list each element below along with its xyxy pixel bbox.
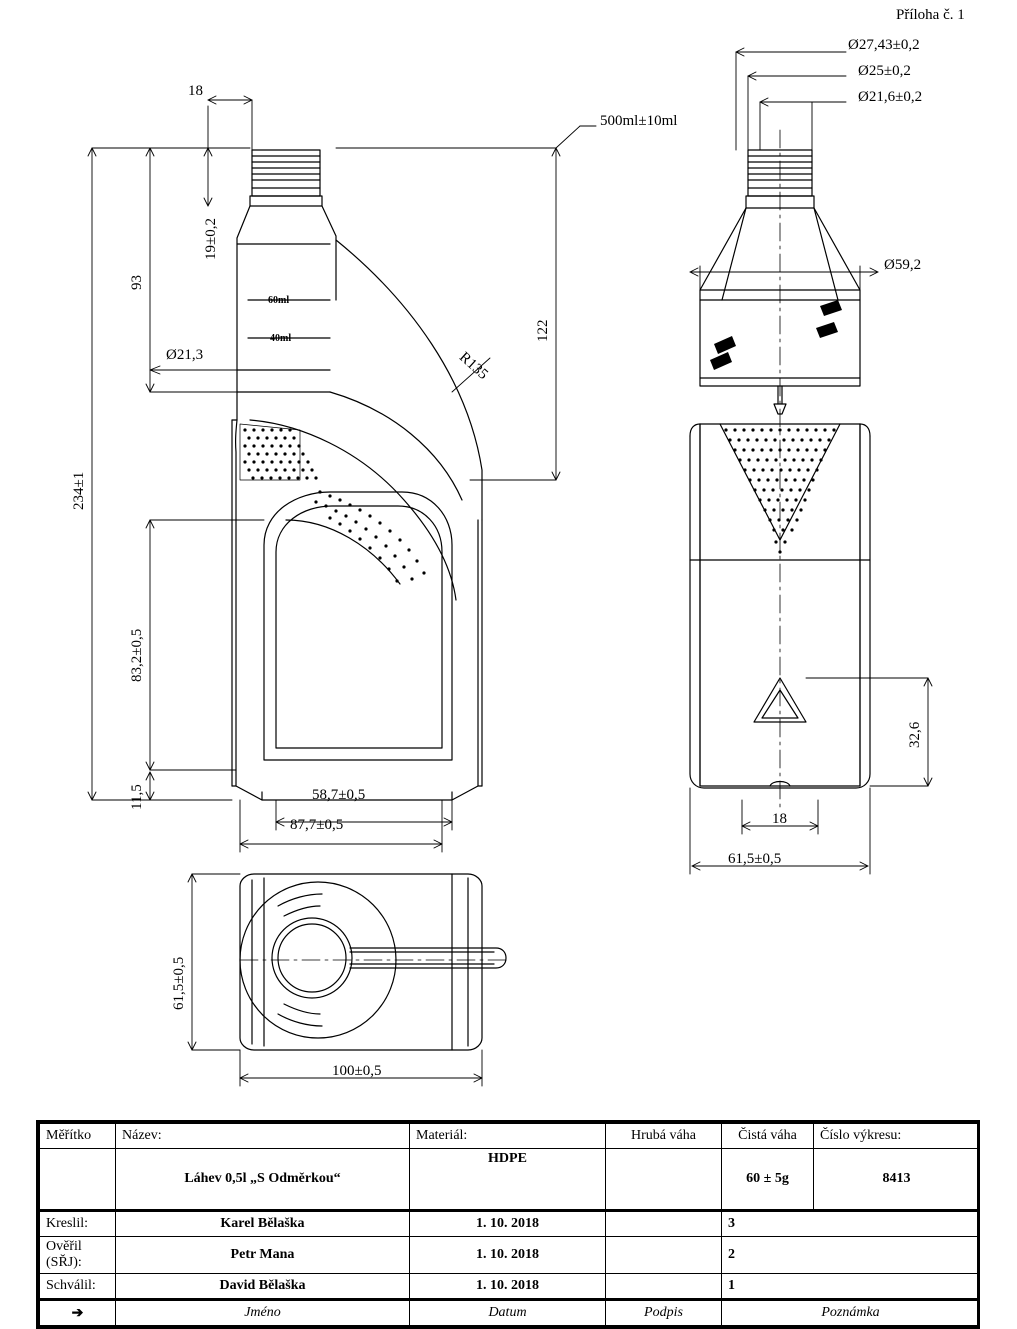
dim-100: 100±0,5 <box>332 1063 382 1079</box>
cell-scale-value <box>40 1149 116 1211</box>
row-date-checked: 1. 10. 2018 <box>410 1237 606 1274</box>
cell-material-value: HDPE <box>410 1149 606 1211</box>
row-role-approved: Schválil: <box>40 1274 116 1300</box>
titleblock-footer-row <box>40 1300 980 1326</box>
row-date-approved: 1. 10. 2018 <box>410 1274 606 1300</box>
row-note-drawn: 3 <box>722 1211 980 1237</box>
dim-21-3: Ø21,3 <box>166 347 204 363</box>
cell-name-value: Láhev 0,5l „S Odměrkou“ <box>116 1149 410 1211</box>
row-signature-checked <box>606 1237 722 1274</box>
titleblock-row-checked <box>40 1237 980 1274</box>
dim-21-6: Ø21,6±0,2 <box>858 89 923 105</box>
titleblock-header-row <box>40 1124 980 1149</box>
cell-gross-weight-label: Hrubá váha <box>606 1124 722 1149</box>
row-name-approved: David Bělaška <box>116 1274 410 1300</box>
dim-18-top: 18 <box>188 83 203 99</box>
top-view-geometry <box>240 874 506 1050</box>
row-role-drawn: Kreslil: <box>40 1211 116 1237</box>
dim-r135: R135 <box>455 349 491 383</box>
dim-27-43: Ø27,43±0,2 <box>848 37 920 53</box>
dim-59-2: Ø59,2 <box>884 257 922 273</box>
row-name-checked: Petr Mana <box>116 1237 410 1274</box>
titleblock-row-approved <box>40 1274 980 1300</box>
dim-25: Ø25±0,2 <box>858 63 911 79</box>
footer-arrow: ➔ <box>40 1300 116 1326</box>
front-view-dimension-lines <box>88 96 596 852</box>
dim-93: 93 <box>129 275 145 290</box>
side-view-geometry <box>690 130 870 810</box>
dim-61-5-top: 61,5±0,5 <box>171 956 187 1010</box>
dim-87-7: 87,7±0,5 <box>290 817 344 833</box>
cell-net-weight-label: Čistá váha <box>722 1124 814 1149</box>
scale-mark-60ml: 60ml <box>268 295 290 306</box>
cell-gross-weight-value <box>606 1149 722 1211</box>
title-block <box>36 1120 980 1329</box>
row-date-drawn: 1. 10. 2018 <box>410 1211 606 1237</box>
dim-234: 234±1 <box>71 471 87 510</box>
dim-19: 19±0,2 <box>203 218 219 260</box>
scale-mark-40ml: 40ml <box>270 333 292 344</box>
cell-net-weight-value: 60 ± 5g <box>722 1149 814 1211</box>
cell-name-label: Název: <box>116 1124 410 1149</box>
footer-name: Jméno <box>116 1300 410 1326</box>
row-signature-drawn <box>606 1211 722 1237</box>
dim-122: 122 <box>535 319 551 342</box>
dim-58-7: 58,7±0,5 <box>312 787 366 803</box>
cell-scale-label: Měřítko <box>40 1124 116 1149</box>
dim-83-2: 83,2±0,5 <box>129 628 145 682</box>
row-note-approved: 1 <box>722 1274 980 1300</box>
dim-18-bottom: 18 <box>772 811 787 827</box>
row-note-checked: 2 <box>722 1237 980 1274</box>
dim-32-6: 32,6 <box>907 721 923 748</box>
top-view-dimension-lines <box>188 874 482 1086</box>
row-signature-approved <box>606 1274 722 1300</box>
footer-signature: Podpis <box>606 1300 722 1326</box>
dim-11-5: 11,5 <box>129 784 145 810</box>
dim-61-5-side: 61,5±0,5 <box>728 851 782 867</box>
cell-drawing-no-value: 8413 <box>814 1149 980 1211</box>
footer-note: Poznámka <box>722 1300 980 1326</box>
footer-date: Datum <box>410 1300 606 1326</box>
appendix-label: Příloha č. 1 <box>896 7 965 23</box>
titleblock-row-drawn <box>40 1211 980 1237</box>
dim-volume: 500ml±10ml <box>600 113 678 129</box>
titleblock-value-row <box>40 1149 980 1211</box>
front-view-geometry <box>232 150 482 800</box>
cell-drawing-no-label: Číslo výkresu: <box>814 1124 980 1149</box>
row-role-checked: Ověřil (SŘJ): <box>40 1237 116 1274</box>
cell-material-label: Materiál: <box>410 1124 606 1149</box>
row-name-drawn: Karel Bělaška <box>116 1211 410 1237</box>
